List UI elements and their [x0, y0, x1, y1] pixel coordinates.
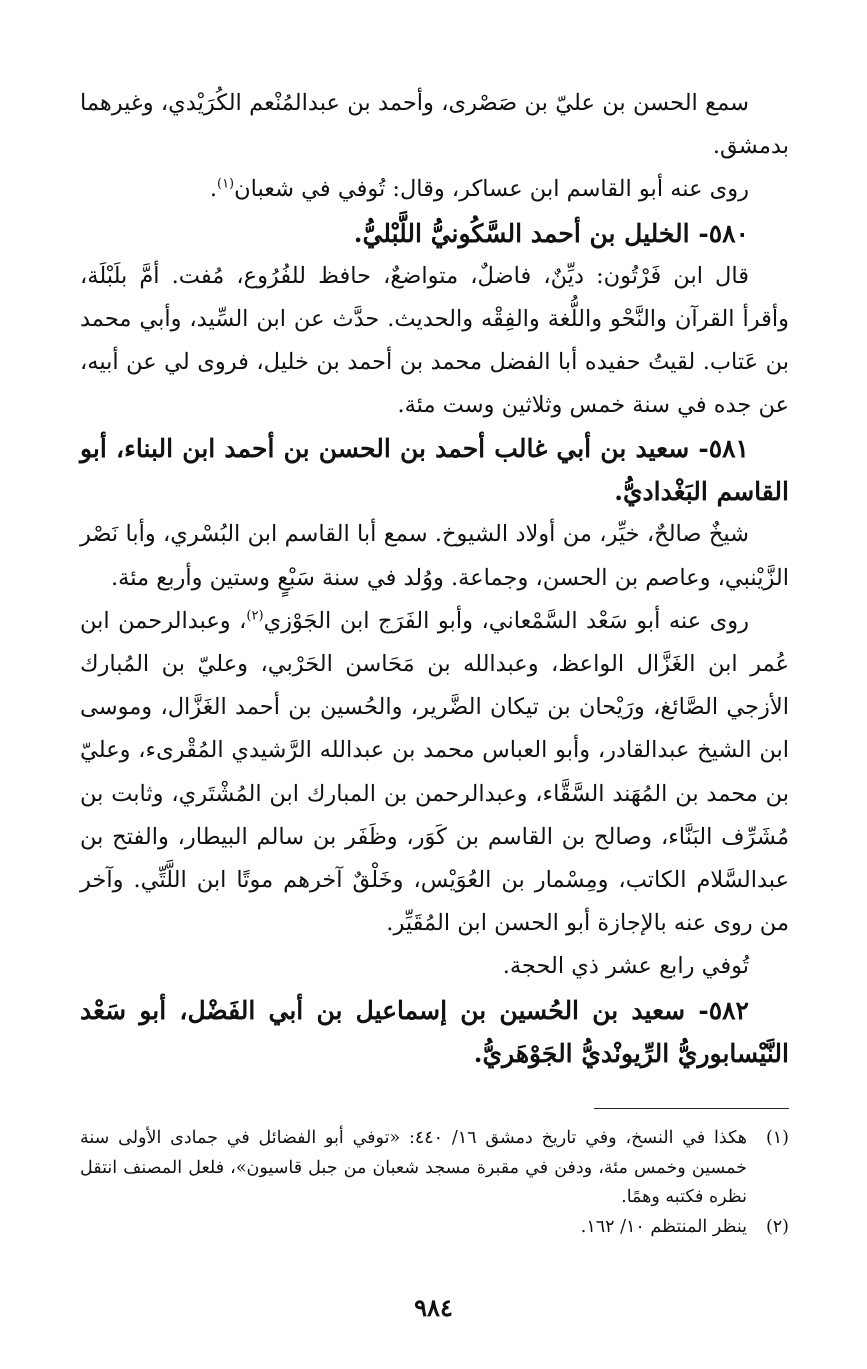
footnote	[80, 1213, 789, 1243]
paragraph: شيخٌ صالحٌ، خيِّر، من أولاد الشيوخ. سمع أبا القاسم ابن البُسْري، وأبا نَصْر الزَّيْنبي، وعاصم بن الحسن، وجماعة. ووُلد في سنة سَبْعٍ وستين وأربع مئة.	[80, 521, 789, 591]
paragraph-text: روى عنه أبو القاسم ابن عساكر، وقال: تُوفي في شعبان	[234, 176, 749, 203]
paragraph	[80, 168, 789, 211]
paragraph-end: .	[209, 176, 217, 203]
footnote-number: (٢)	[765, 1216, 789, 1237]
footnote-ref: (١)	[216, 176, 235, 192]
footnotes	[80, 1124, 789, 1242]
paragraph: قال ابن فَرْتُون: ديِّنٌ، فاضلٌ، متواضعٌ، حافظ للفُرُوع، مُفت. أمَّ بلَبْلَة، وأقرأ القرآن والنَّحْو واللُّغة والفِقْه والحديث. حدَّث عن ابن السِّيد، وأبي محمد بن عَتاب. لقيتُ حفيده أبا الفضل محمد بن أحمد بن خليل، فروى لي عن أبيه، عن جده في سنة خمس وثلاثين وست مئة.	[80, 262, 789, 419]
paragraph: سمع الحسن بن عليّ بن صَصْرى، وأحمد بن عبدالمُنْعم الكُرَيْدي، وغيرهما بدمشق.	[80, 90, 789, 160]
paragraph: تُوفي رابع عشر ذي الحجة.	[502, 953, 749, 980]
footnote-number: (١)	[765, 1128, 789, 1148]
footnote-divider	[594, 1108, 789, 1109]
footnote-text: هكذا في النسخ، وفي تاريخ دمشق ١٦/ ٤٤٠: «توفي أبو الفضائل في جمادى الأولى سنة خمسين وخمس مئة، ودفن في مقبرة مسجد شعبان من جبل قاسيون»، فلعل المصنف انتقل نظره فكتبه وهمًا.	[80, 1128, 747, 1207]
footnote-text: ينظر المنتظم ١٠/ ١٦٢.	[580, 1216, 747, 1237]
main-text	[80, 82, 789, 1075]
paragraph-text: روى عنه أبو سَعْد السَّمْعاني، وأبو الفَرَج ابن الجَوْزي	[263, 607, 750, 634]
entry-title-581: ٥٨١- سعيد بن أبي غالب أحمد بن الحسن بن أحمد ابن البناء، أبو القاسم البَغْداديُّ.	[80, 434, 789, 507]
paragraph-text: ، وعبدالرحمن ابن عُمر ابن الغَزَّال الواعظ، وعبدالله بن مَحَاسن الحَرْبي، وعليّ بن المُبارك الأزجي الصَّائغ، ورَيْحان بن تيكان الضَّرير، والحُسين بن أحمد الغَزَّال، وموسى ابن الشيخ عبدالقادر، وأبو العباس محمد بن عبدالله الرَّشيدي المُقْرىء، وعليّ بن محمد بن المُهَند السَّقَّاء، وعبدالرحمن بن المبارك ابن المُشْتَري، وثابت بن مُشَرِّف البَنَّاء، وصالح بن القاسم بن كَوَر، وظَفَر بن سالم البيطار، والفتح بن عبدالسَّلام الكاتب، ومِسْمار بن العُوَيْس، وخَلْقٌ آخرهم موتًا ابن اللَّتِّي. وآخر من روى عنه بالإجازة أبو الحسن ابن المُقَيِّر.	[80, 607, 789, 937]
entry-title-582: ٥٨٢- سعيد بن الحُسين بن إسماعيل بن أبي الفَضْل، أبو سَعْد النَّيْسابوريُّ الرِّيونْديُّ الجَوْهَريُّ.	[80, 995, 789, 1068]
paragraph	[80, 600, 789, 946]
entry-title-580: ٥٨٠- الخليل بن أحمد السَّكُونيُّ اللَّبْليُّ.	[353, 218, 749, 248]
page-number: ٩٨٤	[414, 1293, 453, 1322]
footnote	[80, 1124, 789, 1213]
footnote-ref: (٢)	[246, 608, 264, 624]
